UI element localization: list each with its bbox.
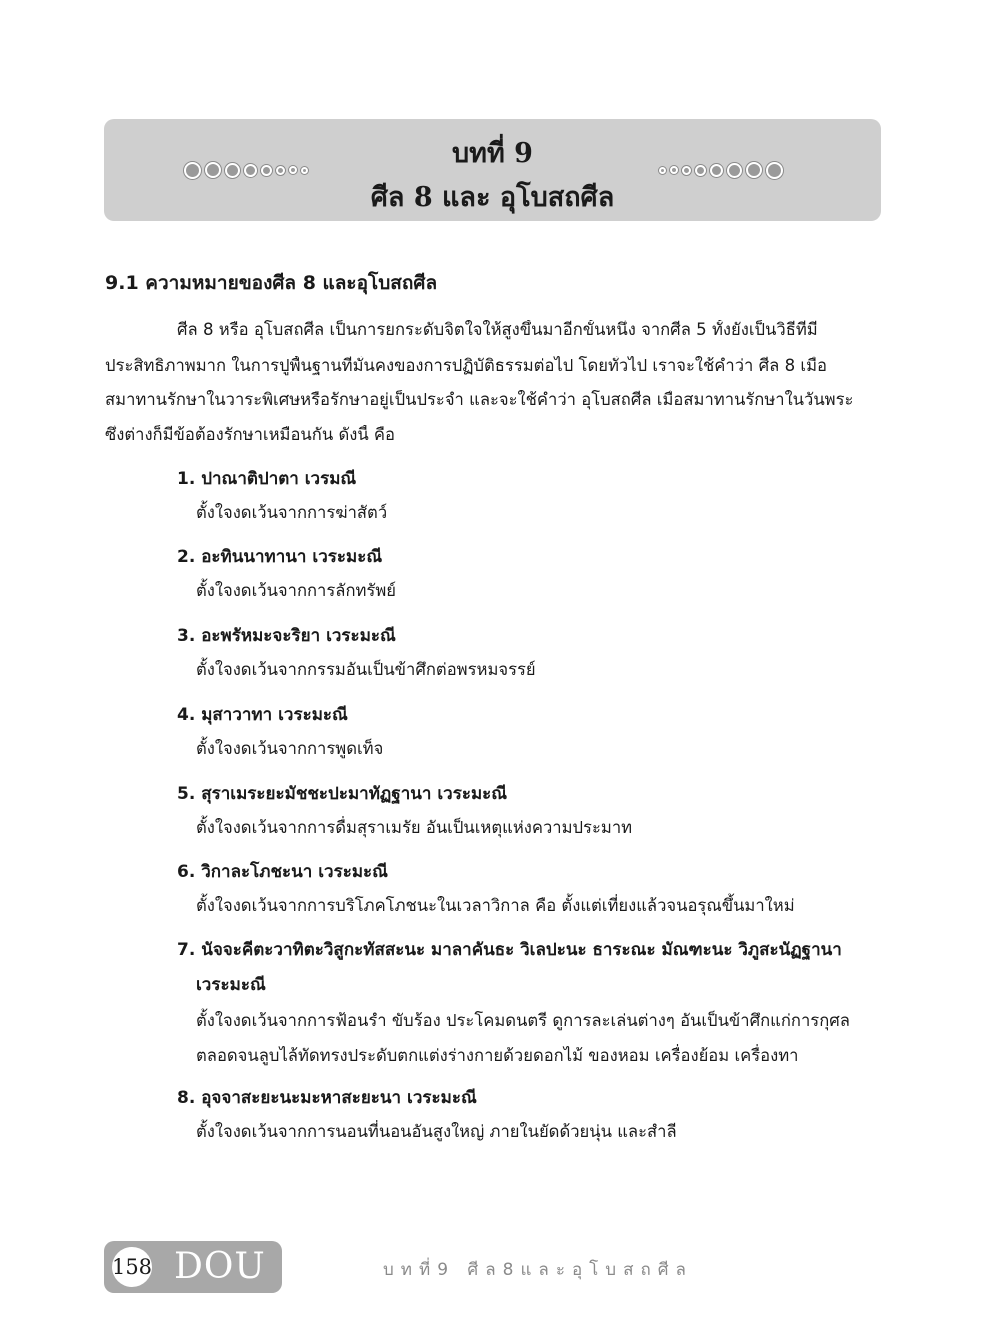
dot-icon (695, 165, 706, 176)
precept-title-continued: เวระมะณี (196, 975, 266, 995)
dot-icon (659, 167, 666, 174)
chapter-banner (104, 119, 881, 221)
precept-title: 7. นัจจะคีตะวาทิตะวิสูกะทัสสะนะ มาลาคันธะ วิเลปะนะ ธาระณะ มัณฑะนะ วิภูสะนัฏฐานา (177, 940, 842, 960)
dot-icon (766, 162, 783, 179)
precept-description: ตั้งใจงดเว้นจากการนอนที่นอนอันสูงใหญ่ ภายในยัดด้วยนุ่น และสำลี (196, 1122, 677, 1141)
dot-icon (727, 163, 742, 178)
intro-paragraph-line: สมาทานรักษาในวาระพิเศษหรือรักษาอยู่เป็นประจำ และจะใช้คำว่า อุโบสถศีล เมื่อสมาทานรักษาในวันพระ (105, 390, 854, 409)
dot-icon (746, 162, 762, 178)
page-number: 158 (112, 1247, 152, 1287)
section-heading: 9.1 ความหมายของศีล 8 และอุโบสถศีล (105, 272, 438, 294)
precept-title: 2. อะทินนาทานา เวระมะณี (177, 547, 383, 567)
intro-paragraph-line: ประสิทธิภาพมาก ในการปูพื้นฐานที่มั่นคงของการปฏิบัติธรรมต่อไป โดยทั่วไป เราจะใช้คำว่า ศีล 8 เมื่อ (105, 356, 827, 375)
dot-icon (670, 166, 678, 174)
decorative-dots-right (659, 160, 783, 180)
precept-description: ตั้งใจงดเว้นจากการฟ้อนรำ ขับร้อง ประโคมดนตรี ดูการละเล่นต่างๆ อันเป็นข้าศึกแก่การกุศล (196, 1011, 850, 1030)
intro-paragraph-line: ศีล 8 หรือ อุโบสถศีล เป็นการยกระดับจิตใจให้สูงขึ้นมาอีกขั้นหนึ่ง จากศีล 5 ทั้งยังเป็นวิธีที่มี (177, 320, 818, 339)
intro-paragraph-line: ซึ่งต่างก็มีข้อต้องรักษาเหมือนกัน ดังนี้ คือ (105, 425, 396, 444)
footer-badge (104, 1241, 282, 1293)
precept-title: 1. ปาณาติปาตา เวรมณี (177, 469, 357, 489)
precept-description: ตั้งใจงดเว้นจากการลักทรัพย์ (196, 581, 397, 600)
precept-description: ตั้งใจงดเว้นจากการดื่มสุราเมรัย อันเป็นเหตุแห่งความประมาท (196, 818, 633, 837)
precept-title: 8. อุจจาสะยะนะมะหาสะยะนา เวระมะณี (177, 1088, 477, 1108)
precept-title: 4. มุสาวาทา เวระมะณี (177, 705, 348, 725)
precept-description: ตั้งใจงดเว้นจากกรรมอันเป็นข้าศึกต่อพรหมจรรย์ (196, 660, 536, 679)
dot-icon (682, 166, 691, 175)
precept-description: ตั้งใจงดเว้นจากการบริโภคโภชนะในเวลาวิกาล คือ ตั้งแต่เที่ยงแล้วจนอรุณขึ้นมาใหม่ (196, 896, 795, 915)
chapter-title: ศีล 8 และ อุโบสถศีล (370, 182, 615, 213)
precept-description: ตลอดจนลูบไล้ทัดทรงประดับตกแต่งร่างกายด้วยดอกไม้ ของหอม เครื่องย้อม เครื่องทา (196, 1046, 799, 1065)
precept-title: 5. สุราเมระยะมัชชะปะมาทัฏฐานา เวระมะณี (177, 784, 508, 804)
running-title: บทที่9 ศีล8และอุโบสถศีล (383, 1260, 693, 1280)
dot-icon (710, 164, 723, 177)
precept-title: 3. อะพรัหมะจะริยา เวระมะณี (177, 626, 396, 646)
chapter-label: บทที่ 9 (452, 138, 533, 169)
precept-description: ตั้งใจงดเว้นจากการพูดเท็จ (196, 739, 384, 758)
precept-title: 6. วิกาละโภชะนา เวระมะณี (177, 862, 388, 882)
precept-description: ตั้งใจงดเว้นจากการฆ่าสัตว์ (196, 503, 388, 522)
footer-logo: DOU (174, 1246, 266, 1287)
